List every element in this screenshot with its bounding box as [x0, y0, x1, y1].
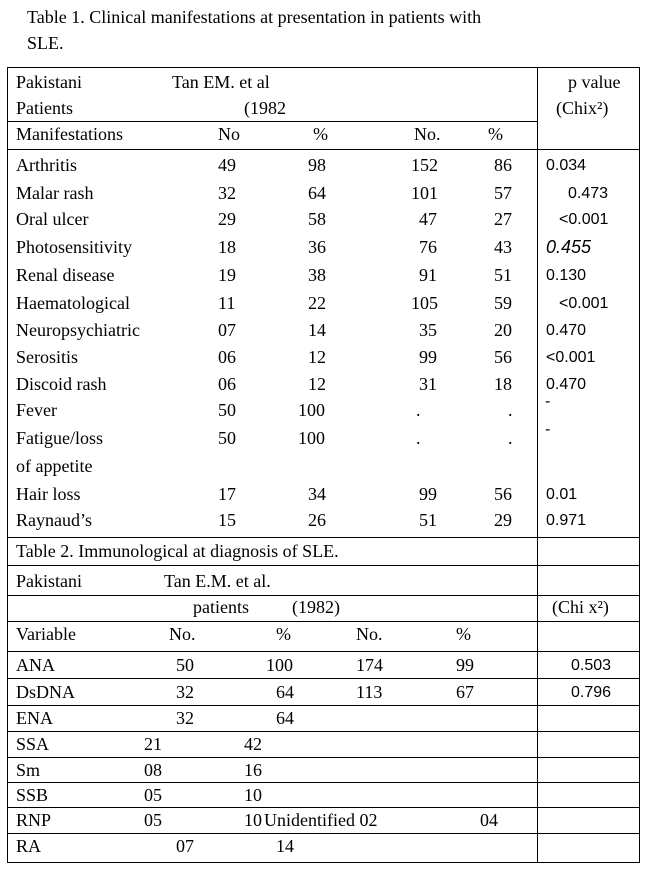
t1-cell-no1: 06: [218, 347, 236, 367]
t1-cell-pct1: 12: [308, 374, 326, 394]
t1-cell-no1: 19: [218, 265, 236, 285]
table2-header-rule: [7, 651, 640, 652]
t1-cell-pct2: 59: [494, 293, 512, 313]
t2-cell-pct1: 64: [276, 708, 294, 728]
t1-cell-p: -: [545, 393, 551, 410]
t1-cell-pct2: 56: [494, 347, 512, 367]
t2-cell-no1: 50: [176, 655, 194, 675]
t1-hdr-tan: Tan EM. et al: [172, 72, 270, 92]
t1-cell-name: Neuropsychiatric: [16, 320, 140, 340]
table2-caption: Table 2. Immunological at diagnosis of SLE.: [16, 541, 339, 561]
t2-cell-no1: 21: [144, 734, 162, 754]
t2-cell-no1: 32: [176, 708, 194, 728]
t2-cell-no2: 174: [356, 655, 383, 675]
t1-cell-pct1: 12: [308, 347, 326, 367]
table2-top-rule: [7, 537, 640, 538]
t1-cell-pct2: 20: [494, 320, 512, 340]
t2-hdr-rule1: [7, 595, 640, 596]
t2-cell-name: ENA: [16, 708, 53, 728]
t1-hdr-patients: Patients: [16, 98, 73, 118]
t1-cell-pct1: 58: [308, 209, 326, 229]
t1-cell-name: Discoid rash: [16, 374, 107, 394]
t2-cell-pct1: 42: [244, 734, 262, 754]
t1-cell-no1: 06: [218, 374, 236, 394]
t2-cell-no1: 08: [144, 760, 162, 780]
t2-hdr-pct1: %: [276, 624, 291, 644]
t1-cell-no2: 51: [419, 510, 437, 530]
t2-cell-no1: 05: [144, 810, 162, 830]
t1-cell-pct1: 34: [308, 484, 326, 504]
t2-cell-name: SSB: [16, 785, 49, 805]
t2-hdr-variable: Variable: [16, 624, 76, 644]
t1-cell-no1: 07: [218, 320, 236, 340]
t1-cell-no1: 15: [218, 510, 236, 530]
t2-cell-pct2: 99: [456, 655, 474, 675]
t2-cell-name: DsDNA: [16, 682, 76, 702]
t1-cell-pct1: 100: [298, 400, 325, 420]
t1-cell-no2: 99: [419, 347, 437, 367]
t1-cell-pct2: .: [508, 400, 513, 420]
t2-cell-name: SSA: [16, 734, 50, 754]
t1-hdr-pakistani: Pakistani: [16, 72, 82, 92]
t1-cell-pct2: 18: [494, 374, 512, 394]
t1-cell-no2: 91: [419, 265, 437, 285]
t2-row-rule: [7, 731, 640, 732]
t2-cell-no1: 05: [144, 785, 162, 805]
table1-header-rule: [7, 149, 640, 150]
t2-hdr-no1: No.: [169, 624, 196, 644]
t2-cell-p: 0.503: [571, 657, 612, 674]
t2-hdr-pct2: %: [456, 624, 471, 644]
table2-caption-rule: [7, 565, 640, 566]
t2-row-rule: [7, 782, 640, 783]
t1-cell-name: Fever: [16, 400, 57, 420]
t1-cell-no2: 99: [419, 484, 437, 504]
t1-cell-pct1: 38: [308, 265, 326, 285]
t1-cell-no2: 76: [419, 237, 437, 257]
t1-hdr-manifestations: Manifestations: [16, 124, 123, 144]
t1-cell-pct1: 100: [298, 428, 325, 448]
t2-hdr-pakistani: Pakistani: [16, 571, 82, 591]
t2-hdr-rule2: [7, 621, 640, 622]
t1-cell-no1: 11: [218, 293, 236, 313]
t1-cell-p: 0.971: [546, 512, 587, 529]
t1-cell-p: <0.001: [546, 349, 596, 366]
t1-cell-no2: 105: [411, 293, 438, 313]
t1-cell-pct2: 51: [494, 265, 512, 285]
t2-hdr-patients: patients: [193, 597, 249, 617]
t1-cell-no2: 152: [411, 155, 438, 175]
t2-cell-p: 0.796: [571, 684, 612, 701]
t1-cell-no2: 31: [419, 374, 437, 394]
t1-cell-pct1: 98: [308, 155, 326, 175]
t2-cell-name: ANA: [16, 655, 55, 675]
t2-cell-pct1: 16: [244, 760, 262, 780]
t1-cell-pct2: 86: [494, 155, 512, 175]
t1-cell-p: 0.455: [546, 237, 592, 257]
t1-hdr-no1: No: [218, 124, 240, 144]
t1-cell-no1: 29: [218, 209, 236, 229]
t2-cell-pct2: 67: [456, 682, 474, 702]
t1-cell-name: Fatigue/loss: [16, 428, 104, 448]
t2-row-rule: [7, 807, 640, 808]
t2-cell-no1: 07: [176, 836, 194, 856]
t1-cell-p: 0.470: [546, 322, 587, 339]
t2-cell-name: Sm: [16, 760, 41, 780]
t1-cell-name: Hair loss: [16, 484, 81, 504]
t1-cell-pct2: 57: [494, 183, 512, 203]
t1-cell-p: 0.034: [546, 157, 587, 174]
t2-cell-pct1: 10: [244, 810, 262, 830]
t2-cell-pct1: 100: [266, 655, 293, 675]
t2-cell-pct1: 64: [276, 682, 294, 702]
t1-subheader-rule: [7, 121, 537, 122]
t1-cell-name: Serositis: [16, 347, 79, 367]
t2-cell-no2: 113: [356, 682, 383, 702]
t1-cell-pct1: 26: [308, 510, 326, 530]
t1-cell-pct2: 56: [494, 484, 512, 504]
t1-cell-no1: 49: [218, 155, 236, 175]
t1-cell-pct2: .: [508, 428, 513, 448]
t1-cell-no2: .: [416, 400, 421, 420]
t1-cell-no1: 50: [218, 428, 236, 448]
t1-cell-name-cont: of appetite: [16, 456, 93, 476]
table1-top-border: [7, 67, 640, 68]
table-left-border: [7, 67, 8, 863]
t2-cell-unidentified-pct: 04: [480, 810, 498, 830]
t1-cell-pct1: 36: [308, 237, 326, 257]
t1-hdr-pct1: %: [313, 124, 328, 144]
t1-cell-name: Raynaud’s: [16, 510, 92, 530]
t1-hdr-no2: No.: [414, 124, 441, 144]
t2-cell-pct1: 10: [244, 785, 262, 805]
t2-row-rule: [7, 705, 640, 706]
t1-cell-name: Renal disease: [16, 265, 115, 285]
t1-cell-no1: 50: [218, 400, 236, 420]
t1-cell-no1: 32: [218, 183, 236, 203]
t2-hdr-year: (1982): [292, 597, 340, 617]
t1-cell-p: -: [545, 421, 551, 438]
t2-cell-unidentified: Unidentified 02: [264, 810, 378, 830]
t1-cell-name: Haematological: [16, 293, 130, 313]
t2-row-rule: [7, 757, 640, 758]
t1-cell-name: Malar rash: [16, 183, 94, 203]
t1-cell-no1: 18: [218, 237, 236, 257]
t1-cell-p: 0.470: [546, 376, 587, 393]
t1-cell-name: Photosensitivity: [16, 237, 133, 257]
t1-hdr-year: (1982: [244, 98, 286, 118]
t2-row-rule: [7, 678, 640, 679]
t1-cell-p: <0.001: [559, 295, 609, 312]
t1-cell-no2: 101: [411, 183, 438, 203]
t2-cell-name: RA: [16, 836, 42, 856]
t2-cell-no1: 32: [176, 682, 194, 702]
pvalue-column-divider: [537, 67, 538, 863]
t1-cell-pct1: 22: [308, 293, 326, 313]
t2-cell-name: RNP: [16, 810, 52, 830]
table1-caption-cont: SLE.: [27, 33, 64, 53]
t1-cell-pct1: 64: [308, 183, 326, 203]
t1-cell-p: 0.473: [568, 185, 609, 202]
t1-cell-pct2: 27: [494, 209, 512, 229]
t1-hdr-pvalue: p value: [568, 72, 621, 92]
t1-cell-p: 0.01: [546, 486, 578, 503]
t1-cell-pct2: 43: [494, 237, 512, 257]
t1-cell-no2: 47: [419, 209, 437, 229]
t2-hdr-tan: Tan E.M. et al.: [164, 571, 271, 591]
t2-hdr-chi: (Chi x²): [552, 597, 609, 617]
t1-cell-pct1: 14: [308, 320, 326, 340]
t1-cell-no2: 35: [419, 320, 437, 340]
t1-cell-name: Oral ulcer: [16, 209, 89, 229]
t2-cell-pct1: 14: [276, 836, 294, 856]
t1-cell-name: Arthritis: [16, 155, 77, 175]
t1-cell-pct2: 29: [494, 510, 512, 530]
t1-cell-p: 0.130: [546, 267, 587, 284]
t2-hdr-no2: No.: [356, 624, 383, 644]
table1-caption: Table 1. Clinical manifestations at presentation in patients with: [27, 7, 482, 27]
t2-row-rule: [7, 833, 640, 834]
t1-cell-p: <0.001: [559, 211, 609, 228]
table-right-border: [639, 67, 640, 863]
t1-hdr-pct2: %: [488, 124, 503, 144]
t1-hdr-chi: (Chix²): [556, 98, 609, 118]
t1-cell-no2: .: [416, 428, 421, 448]
table-bottom-border: [7, 862, 640, 863]
t1-cell-no1: 17: [218, 484, 236, 504]
